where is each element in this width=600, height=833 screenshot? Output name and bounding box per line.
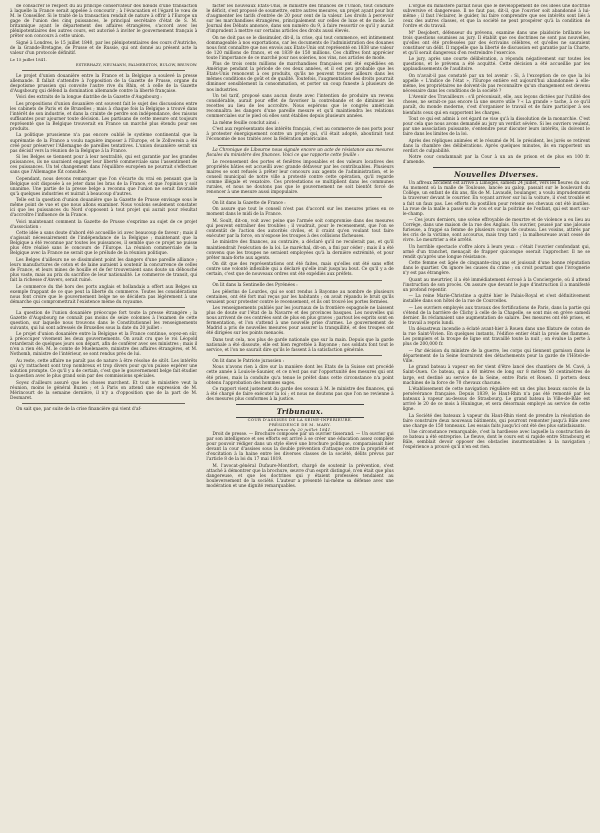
- paragraph: Au reste, cette affaire ne paraît pas de nature à être résolue de sitôt. Les intérêts qui s'y rattachent sont trop nombreux et trop divers pour qu'on puisse espérer une solution prompte. Ce qu'il y a de certain, c'est que le gouvernement belge fait étudier la question avec le plus grand soin par des commissions spéciales.: [10, 358, 198, 380]
- paragraph: Le grand bateau à vapeur en fer vient d'être lancé des chantiers de M. Cavé, à Saint-Ouen. Ce bateau, qui a 60 mètres de long sur 8 mètres 50 centimètres de large, est destiné au service de la Seine, entre Paris et Rouen. Il portera deux machines de la force de 70 chevaux chacune.: [402, 365, 590, 386]
- paragraph: La même feuille conclut ainsi :: [212, 120, 280, 126]
- paragraph: La Chronique de Libourne nous signale encore un acte de résistance aux mesures fiscales du ministère des finances. Voici ce que rapporte cette feuille :: [206, 148, 394, 159]
- paragraph: — Ces jours derniers, une scène effroyable de meurtre et de violence a eu lieu au Corrège, dans une maison de la rue des Anglais. Un ouvrier, poussé par une jalousie furieuse, a frappé sa femme de plusieurs coups de couteau. Les voisins, attirés par les cris de la victime, sont accourus, mais trop tard ; la malheureuse avait cessé de vivre. Le meurtrier a été arrêté.: [402, 218, 590, 244]
- paragraph: — Par décision du ministre de la guerre, les corps qui tiennent garnison dans le département de la Seine fourniront des détachements pour la garde de l'Hôtel-de-Ville.: [402, 348, 590, 364]
- paragraph: M° Desjobert, défenseur du prévenu, examine dans une plaidoirie brillante les trois questions soumises au jury. Il établit que ces doctrines ne sont pas nouvelles, qu'elles ont été professées par des écrivains célèbres, et qu'elles ne sauraient constituer un délit. Il rappelle que la liberté de discussion est garantie par la Charte, et qu'il serait dangereux d'en restreindre l'exercice.: [402, 30, 590, 56]
- paragraph: — Les ouvriers employés aux travaux des fortifications de Paris, dans la partie qui s'étend de la barrière de Clichy à celle de la Chapelle, se sont mis en grève samedi dernier. Ils réclamaient une augmentation de salaire. Des mesures ont été prises, et le travail a repris lundi.: [402, 305, 590, 326]
- paragraph: Un horrible spectacle s'offre alors à leurs yeux : c'était l'ouvrier confondant qui, armé d'un tranchet, menaçait de frapper quiconque oserait l'approcher. Il ne se rendit qu'après une longue résistance.: [402, 244, 590, 260]
- divider: [22, 403, 185, 404]
- paragraph: Les pèlerins de Lourdes, qui se sont rendus à Bayonne au nombre de plusieurs centaines, ont été fort mal reçus par les habitants ; on avait répandu le bruit qu'ils venaient pour protester contre le recensement, et ils ont trouvé les portes fermées.: [206, 289, 394, 305]
- signatures: ESTERHAZY, NEUMANN, PALMERSTON, BULOW, BRUNOW.: [75, 62, 198, 68]
- paragraph: On n'avait-il pas constaté par un tel avenir : Si, à l'exception de ce que la loi appelle « L'indice de l'état », l'Europe entière est aujourd'hui abandonnée à elle-même, les propriétaires ne doivent-ils pas reconnaître qu'un changement est devenu nécessaire dans les conditions de la société ?: [402, 73, 590, 94]
- paragraph: Après des répliques animées et le résumé de M. le président, les jurés se retirent dans la chambre des délibérations. Après quelques minutes, ils en rapportent un verdict de culpabilité.: [402, 138, 590, 154]
- paragraph: L'orgue du ministère parlait nous que le développement de ces idées une doctrine subversive et dangereuse. Il ne faut pas, dit-il, que l'ouvrier soit abandonné à lui-même ; il faut l'éclairer, le guider, lui faire comprendre que ses intérêts sont liés à ceux des autres classes, et que la société ne peut prospérer qu'à la condition de l'ordre et du travail.: [402, 4, 590, 30]
- court-date: Audience du 20 juillet 1841.: [267, 426, 333, 432]
- section-heading-nouvelles-diverses: Nouvelles Diverses.: [454, 169, 539, 179]
- paragraph: On lit dans la Gazette de France :: [212, 200, 286, 206]
- paragraph: La Société des bateaux à vapeur du Haut-Rhin vient de prendre la résolution de faire construire deux nouveaux bâtiments, qui pourront remonter jusqu'à Bâle avec une charge de 150 tonneaux. Les essais faits jusqu'ici ont été des plus satisfaisants.: [402, 413, 590, 429]
- divider: [433, 167, 560, 168]
- paragraph: L'Avenir des Travailleurs : s'il préconisait, elle, aux leçons dictées par l'utilité des choses, ne serait-ce pas encore là une œuvre utile ? « La grande » tache, à ce qu'il paraît, du monde moderne, c'est d'organiser le travail et de faire participer à ses bienfaits ceux qui en supportent les charges.: [402, 95, 590, 116]
- divider: [22, 70, 185, 71]
- paragraph: La politique prussienne n'a pas encore oublié le système continental que la suprématie de la France a voulu naguère imposer à l'Europe, et le Zollverein a été créé pour préserver l'Allemagne de pareilles tentatives. L'union douanière serait un pas décisif vers la réunion de la Belgique à la France.: [10, 133, 198, 154]
- paragraph: On assure que tout le conseil n'est pas d'accord sur les mesures prises en ce moment dans le midi de la France.: [206, 207, 394, 218]
- paragraph: Quant au meurtrier, il a été immédiatement écroué à la Conciergerie, où il attend l'instruction de son procès. On assure que devant le juge d'instruction il a manifesté un profond repentir.: [402, 277, 590, 293]
- paragraph: Le projet d'union douanière entre la Belgique et la France continue, soyez-en sûr, à préoccuper vivement les deux gouvernements. On avait cru que le roi Léopold retarderait de quelques jours son départ, afin de conférer avec ses ministres ; mais il n'en a rien été. M. le comte de Muelenaere, ministre des affaires étrangères, et M. Nothomb, ministre de l'intérieur, se sont rendus près de lui.: [10, 332, 198, 358]
- paragraph: Droit de presse. — Brochure composée par un ouvrier tisserand. — Un ouvrier qui par son intelligence et ses efforts est arrivé à se créer une éducation assez complète pour pouvoir rédiger dans un style élevé une brochure politique, comparaissait hier devant la cour d'assises sous la double prévention d'attaque contre la propriété et d'excitation à la haine entre les diverses classes de la société, délits prévus par l'article 8 de la loi du 17 mai 1819.: [206, 432, 394, 463]
- paragraph: Un désastreux incendie a éclaté avant-hier à Rouen dans une filature de coton de la rue Saint-Vivien. En quelques instants, l'édifice entier était la proie des flammes. Les pompiers et la troupe de ligne ont travaillé toute la nuit ; on évalue la perte à plus de 200,000 fr.: [402, 327, 590, 348]
- paragraph: Cette idée a sans doute d'abord été accueillie ici avec beaucoup de faveur ; mais il s'agissait nécessairement de l'indépendance de la Belgique ; maintenant que la Belgique a été reconnue par toutes les puissances, il semble que ce projet ne puisse plus être réalisé sans le concours de l'Europe. La réunion commerciale de la Belgique avec la France ne serait que le prélude de la réunion politique.: [10, 231, 198, 257]
- divider: [218, 355, 381, 356]
- paragraph: On lit dans la Sentinelle des Pyrénées :: [212, 283, 298, 289]
- paragraph: Une circonstance remarquable, c'est la hardiesse avec laquelle la construction de ce bateau a été entreprise. Le fleuve, dont le cours est si rapide entre Strasbourg et Bâle, semblait devoir opposer des obstacles insurmontables à la navigation ; l'expérience a prouvé qu'il n'en est rien.: [402, 430, 590, 451]
- paragraph: Si les Belges se tiennent pour à leur neutralité, qui est garantie par les grandes puissances, ils ne sauraient engager leur liberté commerciale sans l'assentiment de ces puissances. Un tel changement dans l'équilibre européen ne pourrait s'effectuer sans que l'Allemagne fût consultée.: [10, 155, 198, 176]
- paragraph: M. l'avocat-général Dufaure-Montfort, chargé de soutenir la prévention, s'est attaché à démontrer que la brochure, œuvre d'un esprit distingué, n'en était que plus dangereuse, et que les doctrines qui y étaient professées tendaient au bouleversement de la société. L'auteur a présenté lui-même sa défense avec une modération et une dignité remarquables.: [206, 463, 394, 489]
- paragraph: Les Belges d'ailleurs ne se dissimulent point les dangers d'une pareille alliance ; leurs manufactures de coton et de laine auraient à soutenir la concurrence de celles de France, et leurs mines de houille et de fer trouveraient sans doute un débouché plus vaste, mais au prix du sacrifice de leur nationalité. Le commerce de transit, qui fait la richesse d'Anvers, serait ruiné.: [10, 257, 198, 284]
- paragraph: Le ministre des finances, au contraire, a déclaré qu'il ne reculerait pas, et qu'il maintiendrait l'exécution de la loi. Le maréchal, dit-on, a fini par céder ; mais il a été convenu que les troupes ne seraient employées qu'à la dernière extrémité, et pour prêter main-forte aux agents.: [206, 240, 394, 261]
- paragraph: C'est aux représentants des intérêts français, c'est au commerce de nos ports pour à protester énergiquement contre un projet qui, s'il était adopté, aboutirait tout l'économie de nos traités avec la fédération américaine.: [206, 127, 394, 143]
- column-3: [403, 4, 590, 827]
- paragraph: — La reine Marie-Christine a quitté hier le Palais-Royal et s'est définitivement installée dans son hôtel de la rue de Courcelles.: [402, 294, 590, 305]
- paragraph: Un affreux accident est arrivé à Limoges, samedi 24 juillet, vers les heures du soir. Au moment où la malle de Toulouse, lancée au galop, passait sur le boulevard du Collège, un enfant de dix ans, fils de M. Lavaudé, boulanger, a voulu imprudemment la traverser devant le courrier. En voyant arriver sur lui la voiture, il s'est troublé et a fait un faux pas. Les efforts du postillon pour retenir ses chevaux ont été inutiles. La roue de la malle a passé sur le cou et sur la poitrine de l'enfant, qui est mort sur-le-champ.: [402, 181, 590, 217]
- paragraph: Voici des extraits de la longue diatribe de la Gazette d'Augsbourg :: [16, 95, 162, 101]
- paragraph: Un tel tarif, proposé sans aucun doute avec l'intention de produire un revenu considérable, aurait pour effet de favoriser la contrebande et de diminuer les recettes au lieu de les accroître. Nous espérons que le congrès américain reconnaîtra les dangers d'une pareille mesure et qu'il maintiendra les relations commerciales sur le pied où elles sont établies depuis plusieurs années.: [206, 93, 394, 120]
- paragraph: Dans tout cela, nos plus de garde nationale que sur la main. Depuis que la garde nationale a été dissoute, elle est bien regrettée à Bayonne ; nos soldats font tout le service, et l'on ne saurait dire qu'ils le fassent à la satisfaction générale.: [206, 337, 394, 353]
- paragraph: On ne doit pas se le dissimuler, dit-il, la crise, qui tout commence, est intimement dommageable à nos exportations, car les documents de l'administration des douanes nous font connaître que nos envois aux Etats-Unis ont représenté en 1838 une valeur de 120 millions de francs, et en 1839 de 150 millions. Ces chiffres font apprécier toute l'importance de ce marché pour nos soieries, nos vins, nos articles de mode.: [206, 35, 394, 61]
- paragraph: Signé à Londres, le 15 juillet 1840, par les plénipotentiaires des cours d'Autriche, de la Grande-Bretagne, de Prusse et de Russie, qui ont donné au présent acte la valeur d'un protocole définitif.: [10, 40, 198, 56]
- paragraph: Telle est la question d'union douanière que la Gazette de Prusse envisage sous le même point de vue et que nous allons examiner. Nous voulons seulement constater ici que les puissances du Nord s'opposent à tout projet qui aurait pour résultat d'accroître l'influence de la France.: [10, 198, 198, 219]
- paragraph: L'établissement de cette navigation régulière est un des plus beaux succès de la persévérance française. Depuis 1839, le Haut-Rhin n'a pas été remonté par les bateaux à vapeur au-dessus de Strasbourg. Le grand bateau la Ville-de-Bâle est arrivé le 20 de ce mois à Huningue, et sera désormais employé au service de cette ligne.: [402, 387, 590, 413]
- signing-date: Le 15 juillet 1841.: [10, 57, 48, 63]
- divider: [218, 280, 381, 281]
- paragraph: Les propositions d'union douanière ont souvent fait le sujet des discussions entre les cabinets de Paris et de Bruxelles ; mais à chaque fois la Belgique a trouvé dans l'intérêt de son industrie, et dans la crainte de perdre son indépendance, des raisons suffisantes pour ajourner toute décision. Les partisans de cette mesure ont toujours représenté que la Belgique trouverait en France un marché plus étendu pour ses produits.: [10, 101, 198, 133]
- paragraph: de consacrer le respect dû au principe conservateur des nœuds d'une transaction à laquelle la France serait appelée à concourir ; à l'évacuation et l'égard le vœu de M. le Conseiller. Si le traité de la transaction rendait de nature à offrir à l'Europe un gage de l'union des cinq puissances, le principal secrétaire d'état de S. M. britannique ayant le département des affaires étrangères, s'accord avec les plénipotentiaires des autres cours, est autorisé à inviter le gouvernement français à prêter son concours à cette union.: [10, 4, 198, 40]
- paragraph: On lit dans le Patriote jurassien :: [212, 358, 285, 364]
- paragraph: Le projet d'union douanière entre la France et la Belgique a soulevé la presse allemande. Il fallait s'attendre à l'opposition de la Gazette de Prusse, organe du despotisme prussien qui convoite l'autre rive du Rhin, et à celle de la Gazette d'Augsbourg qui défend la domination allemande contre la liberté française.: [10, 73, 198, 94]
- paragraph: Le commerce du thé hors des ports anglais et hollandais a offert aux Belges un exemple frappant de ce que peut la liberté du commerce. Toutes les considérations nous font croire que le gouvernement belge ne se décidera pas légèrement à une démarche qui compromettrait l'existence même du royaume.: [10, 284, 198, 305]
- paragraph: Ce rapport vient justement du garde des sceaux à M. le ministre des finances, qui à été chargé de faire exécuter la loi ; et nous ne doutons pas que l'on ne revienne à des mesures plus conformes à la justice.: [206, 387, 394, 403]
- section-heading-tribunaux: Tribunaux.: [276, 406, 324, 416]
- paragraph: facter les nouveaux Etats-Unis, le ministre des finances de l'Union, tout conduire le déficit, s'est proposé de soumettre, entre autres mesures, un projet ayant pour but d'augmenter les tarifs d'entrée de 20 pour cent de la valeur. Les droits à percevoir sur les marchandises étrangères, principalement sur celles de luxe et de mode. Le Journal des Débats annonce, dans son numéro du 9, à faire ressortir ce qu'il y aurait d'imprudent à mettre sur certains articles des droits aussi élevés.: [206, 4, 394, 35]
- column-2: [206, 4, 393, 827]
- paragraph: Cependant, nous devons remarquer que l'on s'écarte du vrai en pensant que la Belgique soit disposée à se jeter dans les bras de la France, et que l'opinion y soit unanime. Une partie de la presse belge a reconnu que l'union ne serait favorable qu'à quelques industries et nuirait à beaucoup d'autres.: [10, 176, 198, 197]
- divider: [22, 307, 185, 308]
- paragraph: Nous n'avons rien à dire sur la manière dont les Etats de la Suisse ont procédé cette année à Louis-le-Saunier, et ce n'est pas sur l'opportunité des mesures qui ont été prises, mais la conduite qu'a tenue le préfet dans cette circonstance n'a point obtenu l'approbation des hommes sages.: [206, 365, 394, 386]
- paragraph: La question de l'union douanière préoccupe fort toute la presse étrangère ; la Gazette d'Augsbourg ne connaît pas moins de seize colonnes à l'examen de cette question, sur laquelle nous trouvons dans le Constitutionnel les renseignements suivants, qui lui sont adressés de Bruxelles sous la date du 20 juillet :: [10, 310, 198, 331]
- paragraph: On sait que, par suite de la crise financière qui vient d'af-: [16, 406, 142, 412]
- paragraph: Cette femme est âgée de cinquante-cinq ans et jouissait d'une bonne réputation dans le quartier. On ignore les causes du crime ; on croit pourtant que l'ivrognerie n'y est pas étrangère.: [402, 261, 590, 277]
- divider: [218, 197, 381, 198]
- paragraph: Soyez d'ailleurs assuré que les choses marchent. Et tout le ministère veut la réunion, moins le général Buzen ; et à Paris on attend une expression de M. Mérincourt de la semaine dernière, il n'y a d'opposition que de la part de M. Desmaret.: [10, 380, 198, 401]
- paragraph: Voici maintenant comment la Gazette de Prusse s'exprime au sujet de ce projet d'association :: [10, 219, 198, 230]
- paragraph: Le recensement des portes et fenêtres imposables et des valeurs locatives des propriétés bâties est accueilli avec grande défaveur par les contribuables. Plusieurs maires se sont refusés à prêter leur concours aux agents de l'administration, et le conseil municipal de notre ville a protesté contre cette opération, qu'il regarde comme illégale et vexatoire. Ces protestations se multiplient dans les communes rurales, et nous ne doutons pas que le gouvernement ne soit bientôt forcé de renoncer à une mesure aussi impopulaire.: [206, 159, 394, 195]
- paragraph: Les renseignements publiés par les journaux de la frontière espagnole ne laissent plus de doute sur l'état de la Navarre et des provinces basques. Les nouvelles qui nous arrivent de ces contrées sont de plus en plus graves ; partout les esprits sont en fermentation, et l'on s'attend à une nouvelle prise d'armes. Le gouvernement de Madrid a pris de nouvelles mesures pour assurer la tranquillité, et des troupes ont été dirigées sur les points menacés.: [206, 306, 394, 337]
- paragraph: Le jury, après une courte délibération, a répondu négativement sur toutes les questions, et le prévenu a été acquitté. Cette décision a été accueillie par les applaudissements de l'auditoire.: [402, 57, 590, 73]
- divider: [236, 404, 363, 405]
- column-1: [10, 4, 197, 827]
- paragraph: Tout ce qui est admis à cet égard ne vise qu'à la dissolution de la monarchie. C'est pour cela que nous avons demandé au jury un verdict sévère. Si les ouvriers veulent, par une association puissante, s'entendre pour discuter leurs intérêts, ils doivent le faire dans les limites de la loi.: [402, 116, 590, 138]
- court-name: COUR D'ASSISES DE LA SEINE-INFÉRIEURE.: [247, 417, 353, 423]
- court-presidency: PRÉSIDENCE DE M. MARY.: [268, 421, 332, 427]
- paragraph: M. Soult, dit-on, voit avec peine que l'armée soit compromise dans des mesures qui peuvent entraîner des troubles ; il voudrait, pour le recensement, que l'on se contentât de l'action des autorités civiles, et il craint qu'en voulant tout faire exécuter par la force, on n'expose les troupes à des collisions fâcheuses.: [206, 218, 394, 240]
- column-layout: [10, 4, 590, 827]
- divider: [218, 145, 381, 146]
- paragraph: On dit que des représentations ont été faites, mais qu'elles ont été sans effet contre une volonté inflexible qui a déclaré qu'elle irait jusqu'au bout. Ce qu'il y a de certain, c'est que de nouveaux ordres ont été expédiés aux préfets.: [206, 262, 394, 278]
- paragraph: Plus de trois cents millions de marchandises françaises ont été expédiées en Amérique pendant la période de ces deux années, et il est peu probable que les Etats-Unis renoncent à ces produits, qu'ils ne peuvent trouver ailleurs dans les mêmes conditions de goût et de qualité. Toutefois, l'augmentation des droits pourrait diminuer sensiblement la consommation, et porter un coup funeste à plusieurs de nos industries.: [206, 62, 394, 93]
- paragraph: Notre cour condamnait par la Cour à un an de prison et de plus en 100 fr. d'amende.: [402, 155, 590, 166]
